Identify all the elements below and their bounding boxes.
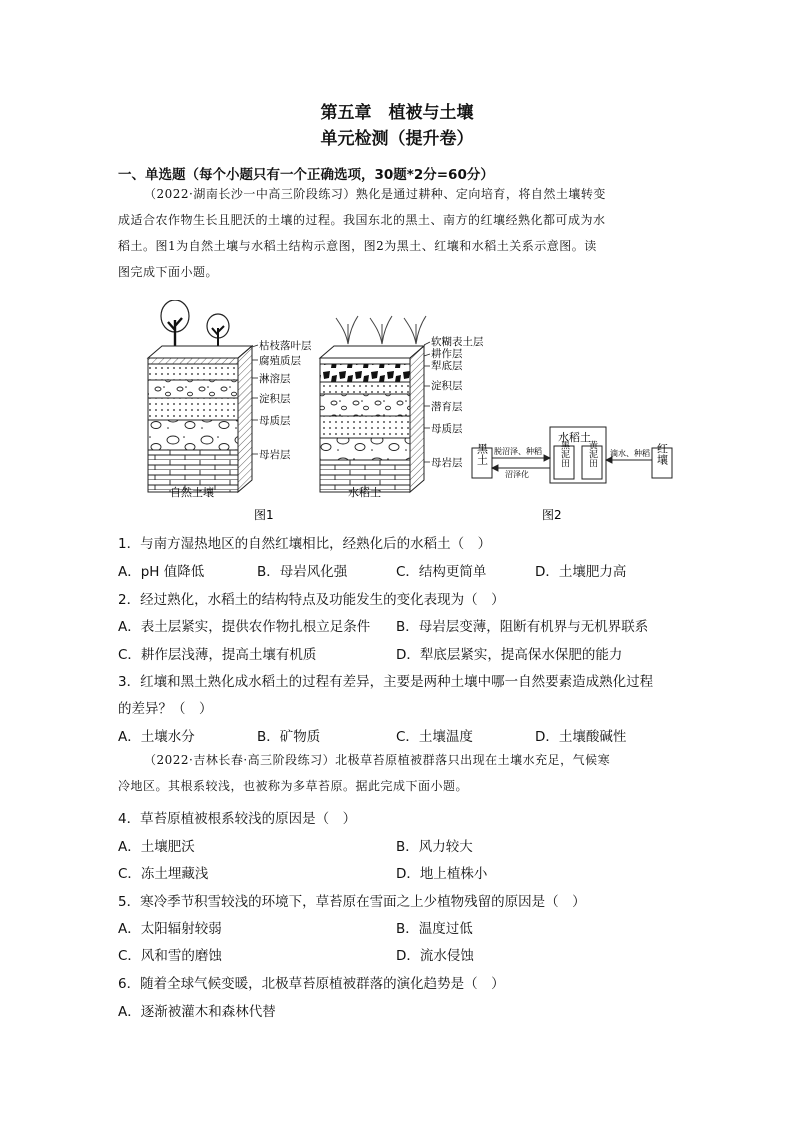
passage-2-line: （2022·吉林长春·高三阶段练习）北极草苔原植被群落只出现在土壤水充足，气候寒 bbox=[144, 753, 611, 767]
figure-1-caption: 图1 bbox=[254, 508, 274, 522]
answer-option[interactable]: C．耕作层浅薄，提高土壤有机质 bbox=[118, 647, 317, 663]
page-subtitle: 单元检测（提升卷） bbox=[320, 129, 474, 149]
natural-layer-label: 枯枝落叶层 bbox=[259, 340, 312, 352]
answer-option[interactable]: A．太阳辐射较弱 bbox=[118, 921, 222, 937]
tree-icon bbox=[161, 300, 189, 348]
answer-option[interactable]: D．土壤酸碱性 bbox=[535, 729, 627, 745]
paddy-layer-label: 耕作层 bbox=[431, 348, 463, 360]
arrow-label-swamp: 沼泽化 bbox=[505, 470, 529, 479]
answer-option[interactable]: C．风和雪的磨蚀 bbox=[118, 948, 222, 964]
answer-option[interactable]: A．土壤水分 bbox=[118, 729, 195, 745]
answer-option[interactable]: B．温度过低 bbox=[396, 921, 473, 937]
passage-2-line: 冷地区。其根系较浅，也被称为多草苔原。据此完成下面小题。 bbox=[118, 779, 469, 793]
passage-2 bbox=[118, 747, 678, 799]
natural-layer-label: 腐殖质层 bbox=[259, 355, 301, 367]
arrow-label-drain: 脱沼泽、种稻 bbox=[494, 447, 542, 456]
natural-layer-label: 淀积层 bbox=[259, 393, 291, 405]
rice-plant-icon bbox=[336, 316, 426, 344]
paddy-layer-label: 淀积层 bbox=[431, 380, 463, 392]
question-5: 5．寒冷季节积雪较浅的环境下，草苔原在雪面之上少植物残留的原因是（ ） bbox=[118, 894, 586, 910]
passage-1-line: （2022·湖南长沙一中高三阶段练习）熟化是通过耕种、定向培育，将自然土壤转变 bbox=[144, 187, 606, 201]
paddy-layer-label: 潜育层 bbox=[431, 401, 463, 413]
answer-option[interactable]: D．犁底层紧实，提高保水保肥的能力 bbox=[396, 647, 623, 663]
question-6: 6．随着全球气候变暖，北极草苔原植被群落的演化趋势是（ ） bbox=[118, 976, 505, 992]
question-4: 4．草苔原植被根系较浅的原因是（ ） bbox=[118, 811, 357, 827]
question-1: 1．与南方湿热地区的自然红壤相比，经熟化后的水稻土（ ） bbox=[118, 536, 492, 552]
passage-1-line: 图完成下面小题。 bbox=[118, 265, 219, 279]
paddy-layer-label: 软糊表土层 bbox=[431, 336, 484, 348]
black-soil-label: 黑土 bbox=[475, 443, 489, 465]
answer-option[interactable]: B．风力较大 bbox=[396, 839, 473, 855]
black-mud-field-label: 黑泥田 bbox=[559, 440, 569, 468]
arrow-label-water: 滴水、种稻 bbox=[610, 449, 650, 458]
paddy-layer-label: 母岩层 bbox=[431, 457, 463, 469]
question-2: 2．经过熟化，水稻土的结构特点及功能发生的变化表现为（ ） bbox=[118, 592, 505, 608]
answer-option[interactable]: B．矿物质 bbox=[257, 729, 321, 745]
paddy-soil-profile bbox=[320, 316, 484, 499]
passage-1 bbox=[118, 181, 678, 285]
natural-soil-profile bbox=[148, 300, 312, 499]
natural-layer-label: 淋溶层 bbox=[259, 373, 291, 385]
answer-option[interactable]: A．逐渐被灌木和森林代替 bbox=[118, 1004, 276, 1020]
answer-option[interactable]: D．地上植株小 bbox=[396, 866, 488, 882]
answer-option[interactable]: A．表土层紧实，提供农作物扎根立足条件 bbox=[118, 619, 371, 635]
paddy-soil-label: 水稻土 bbox=[348, 486, 381, 499]
natural-layer-label: 母质层 bbox=[259, 415, 291, 427]
yellow-mud-field-label: 黄泥田 bbox=[587, 440, 597, 468]
natural-soil-label: 自然土壤 bbox=[170, 486, 214, 499]
answer-option[interactable]: D．流水侵蚀 bbox=[396, 948, 474, 964]
tree-icon bbox=[207, 314, 229, 348]
paddy-layer-label: 犁底层 bbox=[431, 360, 463, 372]
answer-option[interactable]: C．土壤温度 bbox=[396, 729, 473, 745]
answer-option[interactable]: A．土壤肥沃 bbox=[118, 839, 195, 855]
red-soil-label: 红壤 bbox=[655, 443, 669, 465]
passage-1-line: 成适合农作物生长且肥沃的土壤的过程。我国东北的黑土、南方的红壤经熟化都可成为水 bbox=[118, 213, 606, 227]
answer-option[interactable]: A．pH 值降低 bbox=[118, 564, 205, 580]
figure-2-diagram bbox=[472, 427, 672, 522]
answer-option[interactable]: C．结构更简单 bbox=[396, 564, 487, 580]
passage-1-line: 稻土。图1为自然土壤与水稻土结构示意图，图2为黑土、红壤和水稻土关系示意图。读 bbox=[118, 239, 597, 253]
paddy-soil-title: 水稻土 bbox=[558, 431, 591, 444]
answer-option[interactable]: D．土壤肥力高 bbox=[535, 564, 627, 580]
natural-layer-label: 母岩层 bbox=[259, 449, 291, 461]
question-3-continued: 的差异？（ ） bbox=[118, 701, 213, 717]
figure-area bbox=[130, 300, 700, 530]
answer-option[interactable]: B．母岩层变薄，阻断有机界与无机界联系 bbox=[396, 619, 649, 635]
section-heading: 一、单选题（每个小题只有一个正确选项，30题*2分=60分） bbox=[118, 167, 494, 183]
answer-option[interactable]: C．冻土埋藏浅 bbox=[118, 866, 209, 882]
answer-option[interactable]: B．母岩风化强 bbox=[257, 564, 348, 580]
question-3: 3．红壤和黑土熟化成水稻土的过程有差异，主要是两种土壤中哪一自然要素造成熟化过程 bbox=[118, 674, 654, 690]
paddy-layer-label: 母质层 bbox=[431, 423, 463, 435]
chapter-title: 第五章 植被与土壤 bbox=[320, 103, 474, 123]
figure-2-caption: 图2 bbox=[542, 508, 562, 522]
